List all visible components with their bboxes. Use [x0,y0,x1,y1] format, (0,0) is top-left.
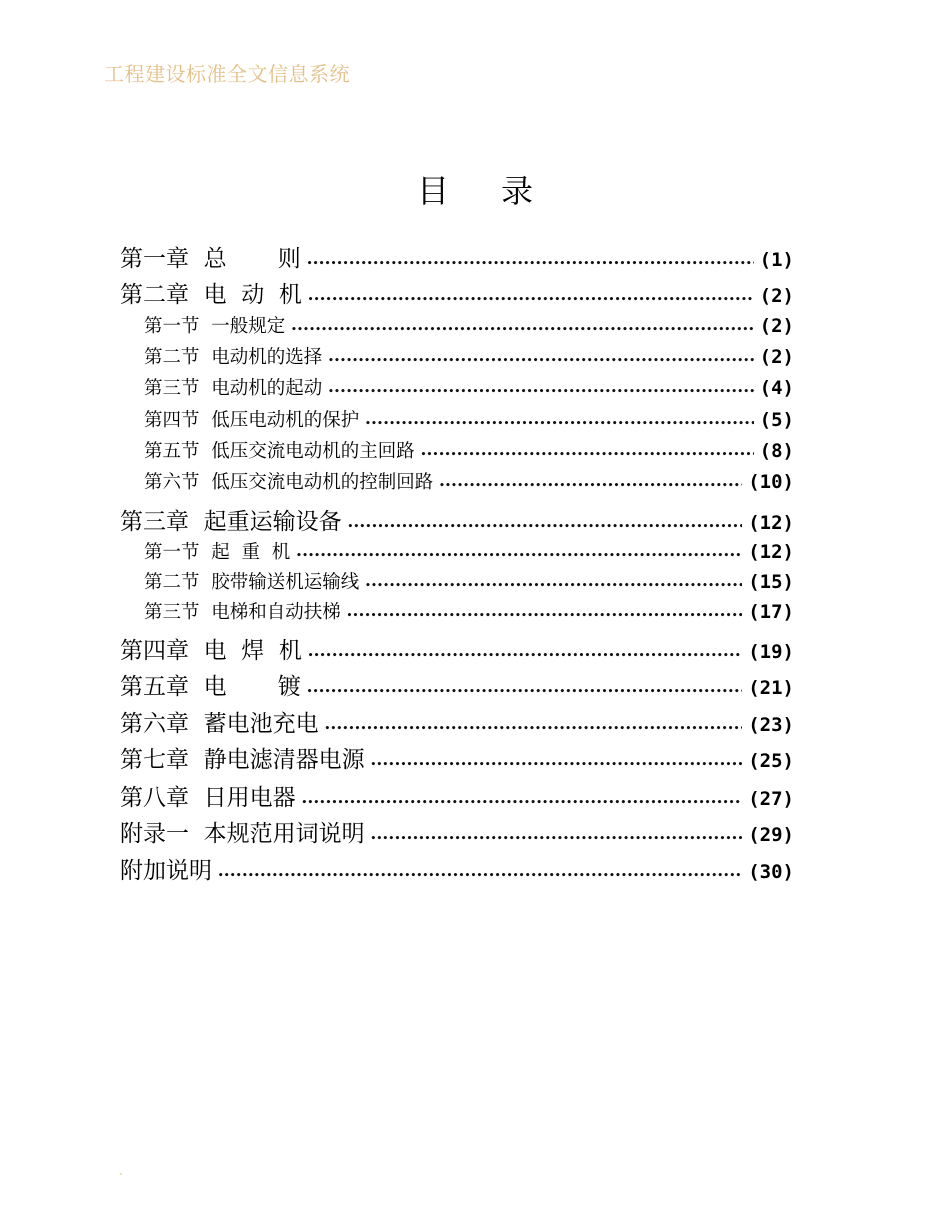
toc-leader-dots [325,719,743,735]
toc-entry-page: (2) [759,315,794,337]
toc-entry-label: 第五章 电 镀 [120,674,301,700]
toc-leader-dots [291,320,753,336]
toc-entry-label: 第五节 低压交流电动机的主回路 [144,441,415,462]
toc-entry-page: (23) [748,714,794,736]
toc-entry-page: (15) [748,571,794,593]
toc-entry[interactable] [120,779,794,809]
toc-entry[interactable] [144,343,794,369]
toc-entry-page: (10) [748,471,794,493]
page-title: 目录 [416,172,585,210]
toc-entry[interactable] [144,437,794,463]
toc-leader-dots [308,646,742,662]
toc-entry[interactable] [144,312,794,338]
toc-entry-page: (21) [748,677,794,699]
toc-entry[interactable] [144,598,794,624]
toc-entry-label: 第三章 起重运输设备 [120,509,342,535]
toc-entry[interactable] [120,741,794,771]
toc-entry-label: 第三节 电梯和自动扶梯 [144,602,341,623]
toc-leader-dots [328,351,753,367]
toc-entry-page: (12) [748,512,794,534]
toc-entry-label: 第六章 蓄电池充电 [120,711,319,737]
toc-entry-page: (2) [759,346,794,368]
toc-entry[interactable] [144,538,794,564]
toc-leader-dots [307,682,742,698]
toc-entry-label: 第二章 电 动 机 [120,282,302,308]
toc-entry[interactable] [120,632,794,662]
toc-leader-dots [348,517,743,533]
toc-entry[interactable] [120,503,794,533]
toc-entry-page: (5) [759,409,794,431]
toc-entry[interactable] [120,276,794,306]
toc-entry-page: (30) [748,861,794,883]
toc-leader-dots [308,290,754,306]
toc-leader-dots [421,445,754,461]
toc-entry-label: 附加说明 [120,858,212,884]
toc-entry[interactable] [144,468,794,494]
toc-leader-dots [302,793,743,809]
toc-entry[interactable] [120,815,794,845]
toc-entry-page: (2) [759,285,794,307]
toc-entry-page: (25) [748,750,794,772]
toc-entry[interactable] [120,668,794,698]
toc-entry-page: (27) [748,788,794,810]
toc-leader-dots [328,382,753,398]
toc-entry-label: 附录一 本规范用词说明 [120,821,365,847]
toc-entry[interactable] [144,568,794,594]
toc-entry-label: 第八章 日用电器 [120,785,296,811]
toc-entry-label: 第三节 电动机的起动 [144,378,323,399]
toc-entry-page: (17) [748,601,794,623]
watermark-header: 工程建设标准全文信息系统 [104,62,350,86]
toc-leader-dots [307,254,754,270]
toc-entry[interactable] [144,406,794,432]
toc-entry[interactable] [144,374,794,400]
toc-entry-page: (29) [748,824,794,846]
toc-leader-dots [371,755,743,771]
toc-entry-page: (12) [748,541,794,563]
toc-entry-label: 第四节 低压电动机的保护 [144,410,360,431]
toc-entry[interactable] [120,852,794,882]
toc-entry-label: 第二节 电动机的选择 [144,347,323,368]
toc-entry[interactable] [120,240,794,270]
toc-leader-dots [365,576,742,592]
toc-leader-dots [371,829,743,845]
toc-entry-label: 第一章 总 则 [120,246,301,272]
toc-entry-page: (1) [759,249,794,271]
toc-leader-dots [347,606,742,622]
toc-entry-page: (4) [759,377,794,399]
toc-entry[interactable] [120,705,794,735]
toc-entry-label: 第一节 起 重 机 [144,542,291,563]
toc-leader-dots [296,546,742,562]
toc-entry-page: (19) [748,641,794,663]
toc-entry-label: 第一节 一般规定 [144,316,286,337]
toc-entry-label: 第六节 低压交流电动机的控制回路 [144,472,434,493]
toc-entry-label: 第四章 电 焊 机 [120,638,302,664]
toc-entry-page: (8) [759,440,794,462]
toc-entry-label: 第七章 静电滤清器电源 [120,747,365,773]
watermark-footer: · [118,1164,124,1185]
toc-entry-label: 第二节 胶带输送机运输线 [144,572,360,593]
toc-leader-dots [365,414,753,430]
toc-leader-dots [218,866,742,882]
toc-leader-dots [439,476,742,492]
